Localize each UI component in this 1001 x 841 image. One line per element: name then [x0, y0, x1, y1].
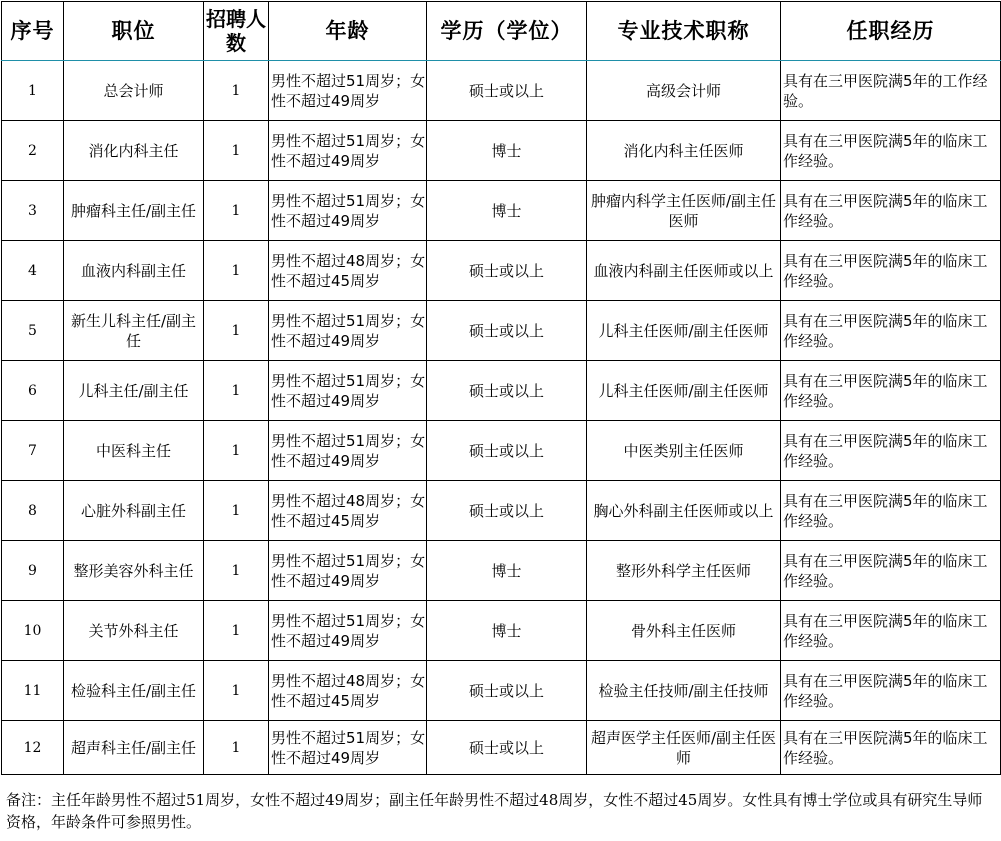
cell-seq: 8	[2, 481, 64, 541]
cell-seq: 4	[2, 241, 64, 301]
cell-title: 高级会计师	[587, 61, 781, 121]
cell-experience: 具有在三甲医院满5年的工作经验。	[781, 61, 1001, 121]
header-position: 职位	[64, 2, 204, 61]
cell-position: 心脏外科副主任	[64, 481, 204, 541]
cell-experience: 具有在三甲医院满5年的临床工作经验。	[781, 301, 1001, 361]
cell-age: 男性不超过51周岁；女性不超过49周岁	[269, 421, 427, 481]
cell-age: 男性不超过51周岁；女性不超过49周岁	[269, 121, 427, 181]
cell-count: 1	[204, 361, 269, 421]
cell-seq: 2	[2, 121, 64, 181]
table-row	[2, 661, 1001, 721]
cell-position: 总会计师	[64, 61, 204, 121]
cell-age: 男性不超过48周岁；女性不超过45周岁	[269, 481, 427, 541]
table-row	[2, 361, 1001, 421]
table-row	[2, 241, 1001, 301]
table-row	[2, 421, 1001, 481]
cell-experience: 具有在三甲医院满5年的临床工作经验。	[781, 241, 1001, 301]
header-title: 专业技术职称	[587, 2, 781, 61]
recruitment-table	[1, 1, 1001, 775]
cell-age: 男性不超过51周岁；女性不超过49周岁	[269, 61, 427, 121]
table-row	[2, 121, 1001, 181]
cell-position: 中医科主任	[64, 421, 204, 481]
table-row	[2, 301, 1001, 361]
cell-position: 儿科主任/副主任	[64, 361, 204, 421]
cell-position: 消化内科主任	[64, 121, 204, 181]
table-row	[2, 541, 1001, 601]
cell-experience: 具有在三甲医院满5年的临床工作经验。	[781, 481, 1001, 541]
table-body	[2, 61, 1001, 775]
cell-position: 检验科主任/副主任	[64, 661, 204, 721]
cell-age: 男性不超过51周岁；女性不超过49周岁	[269, 301, 427, 361]
cell-title: 肿瘤内科学主任医师/副主任医师	[587, 181, 781, 241]
cell-position: 超声科主任/副主任	[64, 721, 204, 775]
cell-count: 1	[204, 541, 269, 601]
cell-count: 1	[204, 421, 269, 481]
cell-title: 中医类别主任医师	[587, 421, 781, 481]
table-row	[2, 481, 1001, 541]
table-row	[2, 721, 1001, 775]
cell-count: 1	[204, 661, 269, 721]
cell-education: 博士	[427, 541, 587, 601]
cell-seq: 10	[2, 601, 64, 661]
cell-education: 博士	[427, 121, 587, 181]
table-row	[2, 61, 1001, 121]
cell-seq: 12	[2, 721, 64, 775]
cell-count: 1	[204, 121, 269, 181]
cell-seq: 1	[2, 61, 64, 121]
cell-education: 硕士或以上	[427, 481, 587, 541]
header-seq: 序号	[2, 2, 64, 61]
cell-age: 男性不超过48周岁；女性不超过45周岁	[269, 661, 427, 721]
cell-education: 硕士或以上	[427, 61, 587, 121]
cell-seq: 11	[2, 661, 64, 721]
cell-experience: 具有在三甲医院满5年的临床工作经验。	[781, 661, 1001, 721]
cell-education: 硕士或以上	[427, 241, 587, 301]
cell-experience: 具有在三甲医院满5年的临床工作经验。	[781, 181, 1001, 241]
cell-position: 血液内科副主任	[64, 241, 204, 301]
cell-experience: 具有在三甲医院满5年的临床工作经验。	[781, 601, 1001, 661]
footnote: 备注：主任年龄男性不超过51周岁，女性不超过49周岁；副主任年龄男性不超过48周岁，女性不超过45周岁。女性具有博士学位或具有研究生导师资格，年龄条件可参照男性。	[6, 791, 983, 831]
header-experience: 任职经历	[781, 2, 1001, 61]
header-row	[2, 2, 1001, 61]
cell-age: 男性不超过51周岁；女性不超过49周岁	[269, 361, 427, 421]
header-education: 学历（学位）	[427, 2, 587, 61]
cell-age: 男性不超过51周岁；女性不超过49周岁	[269, 541, 427, 601]
cell-education: 硕士或以上	[427, 721, 587, 775]
cell-title: 超声医学主任医师/副主任医师	[587, 721, 781, 775]
cell-count: 1	[204, 241, 269, 301]
cell-education: 硕士或以上	[427, 661, 587, 721]
cell-title: 整形外科学主任医师	[587, 541, 781, 601]
cell-title: 胸心外科副主任医师或以上	[587, 481, 781, 541]
cell-count: 1	[204, 301, 269, 361]
cell-seq: 5	[2, 301, 64, 361]
cell-education: 博士	[427, 181, 587, 241]
cell-experience: 具有在三甲医院满5年的临床工作经验。	[781, 361, 1001, 421]
header-age: 年龄	[269, 2, 427, 61]
cell-position: 新生儿科主任/副主任	[64, 301, 204, 361]
cell-title: 儿科主任医师/副主任医师	[587, 301, 781, 361]
cell-title: 儿科主任医师/副主任医师	[587, 361, 781, 421]
header-count: 招聘人数	[204, 2, 269, 61]
cell-experience: 具有在三甲医院满5年的临床工作经验。	[781, 541, 1001, 601]
cell-position: 关节外科主任	[64, 601, 204, 661]
cell-experience: 具有在三甲医院满5年的临床工作经验。	[781, 721, 1001, 775]
cell-title: 检验主任技师/副主任技师	[587, 661, 781, 721]
cell-age: 男性不超过51周岁；女性不超过49周岁	[269, 181, 427, 241]
cell-experience: 具有在三甲医院满5年的临床工作经验。	[781, 421, 1001, 481]
table-row	[2, 601, 1001, 661]
cell-age: 男性不超过48周岁；女性不超过45周岁	[269, 241, 427, 301]
cell-seq: 6	[2, 361, 64, 421]
cell-count: 1	[204, 721, 269, 775]
cell-title: 血液内科副主任医师或以上	[587, 241, 781, 301]
cell-count: 1	[204, 61, 269, 121]
cell-education: 硕士或以上	[427, 421, 587, 481]
cell-experience: 具有在三甲医院满5年的临床工作经验。	[781, 121, 1001, 181]
cell-position: 整形美容外科主任	[64, 541, 204, 601]
table-row	[2, 181, 1001, 241]
cell-education: 硕士或以上	[427, 361, 587, 421]
cell-education: 硕士或以上	[427, 301, 587, 361]
cell-count: 1	[204, 481, 269, 541]
cell-education: 博士	[427, 601, 587, 661]
cell-seq: 9	[2, 541, 64, 601]
cell-title: 骨外科主任医师	[587, 601, 781, 661]
cell-position: 肿瘤科主任/副主任	[64, 181, 204, 241]
cell-seq: 7	[2, 421, 64, 481]
cell-count: 1	[204, 181, 269, 241]
cell-title: 消化内科主任医师	[587, 121, 781, 181]
cell-seq: 3	[2, 181, 64, 241]
cell-age: 男性不超过51周岁；女性不超过49周岁	[269, 721, 427, 775]
cell-count: 1	[204, 601, 269, 661]
cell-age: 男性不超过51周岁；女性不超过49周岁	[269, 601, 427, 661]
